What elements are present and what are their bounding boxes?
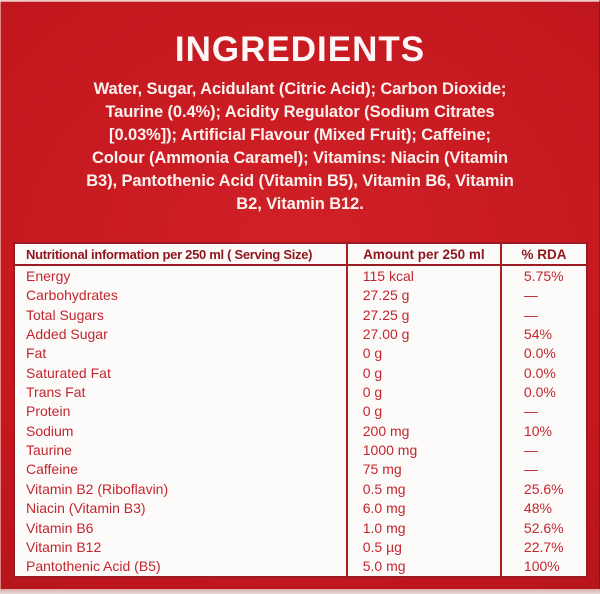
nutrient-name: Pantothenic Acid (B5) [26, 558, 161, 575]
table-row [15, 499, 586, 518]
nutrient-rda: — [501, 440, 586, 459]
ingredients-line: Taurine (0.4%); Acidity Regulator (Sodium Citrates [105, 103, 495, 121]
nutrient-rda: 48% [501, 499, 586, 518]
table-row [15, 518, 586, 537]
nutrient-name: Added Sugar [26, 325, 108, 342]
nutrient-name: Niacin (Vitamin B3) [26, 500, 146, 517]
nutrient-rda: — [501, 286, 586, 305]
nutrient-amount: 200 mg [347, 421, 501, 440]
nutrient-amount: 27.00 g [347, 324, 501, 343]
header-amount-per-250ml: Amount per 250 ml [347, 244, 501, 265]
nutrient-amount: 0 g [347, 382, 501, 401]
ingredients-line: Colour (Ammonia Caramel); Vitamins: Niacin (Vitamin [91, 149, 509, 167]
nutrient-rda: 52.6% [501, 518, 586, 537]
nutrient-amount: 0 g [347, 363, 501, 382]
ingredients-line: B2, Vitamin B12. [236, 195, 364, 213]
nutrient-name: Vitamin B6 [26, 519, 94, 536]
nutrition-facts-table [13, 242, 588, 578]
nutrient-name: Sodium [26, 422, 74, 439]
nutrient-name: Saturated Fat [26, 364, 111, 381]
table-row [15, 460, 586, 479]
nutrient-name: Taurine [26, 442, 72, 459]
table-row [15, 305, 586, 324]
nutrient-name: Fat [26, 345, 47, 362]
nutrient-amount: 0 g [347, 344, 501, 363]
nutrient-rda: — [501, 305, 586, 324]
nutrient-rda: — [501, 460, 586, 479]
table-row [15, 286, 586, 305]
table-row [15, 537, 586, 556]
table-header-row [15, 244, 586, 265]
ingredients-line: [0.03%]); Artificial Flavour (Mixed Fruit); Caffeine; [109, 126, 491, 144]
table-row [15, 402, 586, 421]
table-body [15, 265, 586, 576]
table-row [15, 265, 586, 286]
bottom-edge-highlight [0, 589, 600, 594]
nutrient-amount: 5.0 mg [347, 557, 501, 576]
nutrient-rda: 0.0% [501, 382, 586, 401]
table-row [15, 324, 586, 343]
nutrient-rda: 100% [501, 557, 586, 576]
nutrient-rda: 25.6% [501, 479, 586, 498]
nutrient-name: Total Sugars [26, 306, 104, 323]
nutrient-amount: 27.25 g [347, 286, 501, 305]
nutrient-name: Carbohydrates [26, 287, 118, 304]
nutrient-rda: 0.0% [501, 344, 586, 363]
nutrient-amount: 0.5 mg [347, 479, 501, 498]
header-nutritional-information: Nutritional information per 250 ml ( Serving Size) [15, 244, 347, 265]
nutrient-rda: — [501, 402, 586, 421]
nutrient-name: Protein [26, 403, 71, 420]
header-percent-rda: % RDA [501, 244, 586, 265]
ingredients-line: Water, Sugar, Acidulant (Citric Acid); Carbon Dioxide; [93, 80, 507, 98]
table-row [15, 440, 586, 459]
nutrient-amount: 0 g [347, 402, 501, 421]
nutrient-name: Vitamin B2 (Riboflavin) [26, 480, 169, 497]
ingredients-title: INGREDIENTS [174, 30, 426, 69]
nutrient-amount: 0.5 µg [347, 537, 501, 556]
nutrient-amount: 1.0 mg [347, 518, 501, 537]
table-row [15, 557, 586, 576]
nutrient-amount: 115 kcal [347, 265, 501, 286]
nutrient-name: Trans Fat [26, 384, 86, 401]
nutrient-amount: 1000 mg [347, 440, 501, 459]
nutrient-amount: 27.25 g [347, 305, 501, 324]
top-edge-highlight [0, 0, 600, 2]
ingredients-line: B3), Pantothenic Acid (Vitamin B5), Vitamin B6, Vitamin [86, 172, 514, 190]
table-row [15, 382, 586, 401]
nutrient-rda: 10% [501, 421, 586, 440]
nutrient-rda: 0.0% [501, 363, 586, 382]
table-row [15, 421, 586, 440]
nutrient-rda: 5.75% [501, 265, 586, 286]
nutrient-rda: 54% [501, 324, 586, 343]
ingredients-paragraph [0, 78, 600, 216]
nutrient-rda: 22.7% [501, 537, 586, 556]
nutrient-name: Vitamin B12 [26, 538, 102, 555]
table-row [15, 363, 586, 382]
table-row [15, 479, 586, 498]
nutrient-amount: 75 mg [347, 460, 501, 479]
nutrient-name: Caffeine [26, 461, 78, 478]
nutrient-name: Energy [26, 267, 71, 284]
table-row [15, 344, 586, 363]
nutrient-amount: 6.0 mg [347, 499, 501, 518]
